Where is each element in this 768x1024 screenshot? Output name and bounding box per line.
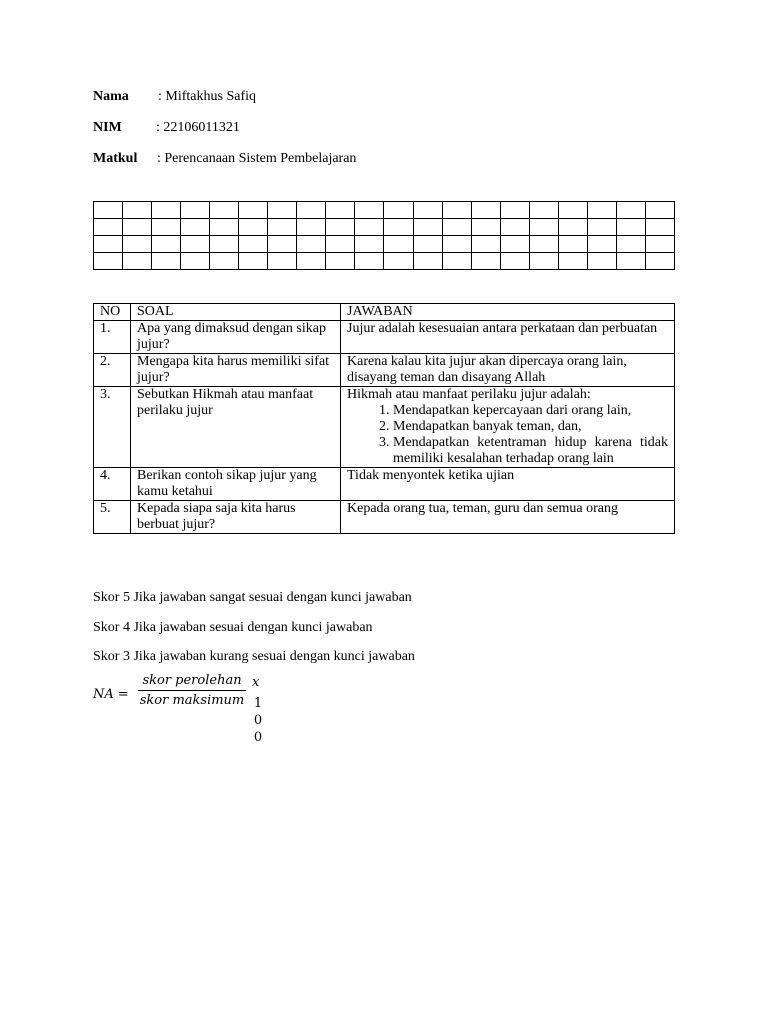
grid-cell xyxy=(413,219,442,236)
row-soal: Berikan contoh sikap jujur yang kamu ketahui xyxy=(131,468,341,501)
grid-cell xyxy=(123,236,152,253)
grid-cell xyxy=(384,253,413,270)
row-jawaban: Kepada orang tua, teman, guru dan semua orang xyxy=(341,501,675,534)
grid-row xyxy=(94,236,675,253)
grid-cell xyxy=(94,219,123,236)
grid-cell xyxy=(152,219,181,236)
grid-row xyxy=(94,219,675,236)
multiplier-digit: 0 xyxy=(253,730,263,745)
grid-cell xyxy=(587,236,616,253)
jawaban-intro: Hikmah atau manfaat perilaku jujur adalah: xyxy=(347,387,591,402)
grid-cell xyxy=(123,202,152,219)
grid-cell xyxy=(181,236,210,253)
grid-cell xyxy=(616,253,645,270)
qa-table xyxy=(93,303,675,534)
grid-cell xyxy=(471,236,500,253)
grid-cell xyxy=(471,219,500,236)
grid-cell xyxy=(471,253,500,270)
grid-cell xyxy=(181,219,210,236)
grid-cell xyxy=(210,202,239,219)
grid-cell xyxy=(500,202,529,219)
grid-cell xyxy=(529,236,558,253)
grid-cell xyxy=(152,253,181,270)
grid-cell xyxy=(210,253,239,270)
grid-cell xyxy=(384,219,413,236)
grid-cell xyxy=(442,236,471,253)
grid-cell xyxy=(529,202,558,219)
row-soal: Kepada siapa saja kita harus berbuat jujur? xyxy=(131,501,341,534)
grid-cell xyxy=(355,253,384,270)
grid-cell xyxy=(268,253,297,270)
row-no: 4. xyxy=(94,468,131,501)
matkul-value: : Perencanaan Sistem Pembelajaran xyxy=(157,151,357,166)
row-no: 2. xyxy=(94,354,131,387)
nim-value: : 22106011321 xyxy=(156,120,240,135)
row-soal: Apa yang dimaksud dengan sikap jujur? xyxy=(131,321,341,354)
row-no: 1. xyxy=(94,321,131,354)
grid-cell xyxy=(355,236,384,253)
list-item: 3. Mendapatkan ketentraman hidup karena tidak memiliki kesalahan terhadap orang lain xyxy=(393,435,668,467)
grid-cell xyxy=(152,236,181,253)
grid-cell xyxy=(587,202,616,219)
grid-cell xyxy=(413,253,442,270)
grid-cell xyxy=(123,219,152,236)
grid-cell xyxy=(645,219,674,236)
multiplier-digit: 0 xyxy=(253,713,263,728)
grid-cell xyxy=(94,253,123,270)
grid-cell xyxy=(442,202,471,219)
grid-cell xyxy=(326,253,355,270)
score-line-5: Skor 5 Jika jawaban sangat sesuai dengan kunci jawaban xyxy=(93,590,412,605)
grid-cell xyxy=(326,202,355,219)
grid-cell xyxy=(268,236,297,253)
grid-cell xyxy=(645,236,674,253)
grid-cell xyxy=(355,202,384,219)
grid-cell xyxy=(181,253,210,270)
grid-cell xyxy=(297,253,326,270)
score-line-3: Skor 3 Jika jawaban kurang sesuai dengan kunci jawaban xyxy=(93,649,415,664)
grid-cell xyxy=(413,236,442,253)
grid-cell xyxy=(355,219,384,236)
grid-cell xyxy=(326,219,355,236)
jawaban-list xyxy=(347,403,668,467)
grid-cell xyxy=(645,253,674,270)
formula-denominator: skor maksimum xyxy=(139,693,245,708)
row-jawaban: Jujur adalah kesesuaian antara perkataan dan perbuatan xyxy=(341,321,675,354)
grid-cell xyxy=(471,202,500,219)
header-soal: SOAL xyxy=(131,304,341,321)
grid-cell xyxy=(239,202,268,219)
row-no: 3. xyxy=(94,387,131,468)
grid-cell xyxy=(529,253,558,270)
grid-cell xyxy=(413,202,442,219)
grid-cell xyxy=(529,219,558,236)
row-jawaban: Karena kalau kita jujur akan dipercaya orang lain, disayang teman dan disayang Allah xyxy=(341,354,675,387)
score-line-4: Skor 4 Jika jawaban sesuai dengan kunci jawaban xyxy=(93,620,373,635)
qa-header-row xyxy=(94,304,675,321)
grid-cell xyxy=(616,219,645,236)
grid-cell xyxy=(152,202,181,219)
table-row xyxy=(94,321,675,354)
grid-cell xyxy=(616,202,645,219)
grid-cell xyxy=(326,236,355,253)
grid-cell xyxy=(645,202,674,219)
nim-row xyxy=(93,120,240,136)
row-jawaban xyxy=(341,387,675,468)
list-item: 1. Mendapatkan kepercayaan dari orang lain, xyxy=(393,403,668,419)
grid-cell xyxy=(268,219,297,236)
grid-row xyxy=(94,202,675,219)
header-jawaban: JAWABAN xyxy=(341,304,675,321)
formula-numerator: skor perolehan xyxy=(142,673,242,688)
grid-cell xyxy=(558,253,587,270)
nama-value: : Miftakhus Safiq xyxy=(158,89,256,104)
row-jawaban: Tidak menyontek ketika ujian xyxy=(341,468,675,501)
row-soal: Mengapa kita harus memiliki sifat jujur? xyxy=(131,354,341,387)
grid-cell xyxy=(500,219,529,236)
grid-row xyxy=(94,253,675,270)
table-row xyxy=(94,468,675,501)
grid-cell xyxy=(616,236,645,253)
grid-cell xyxy=(587,219,616,236)
grid-cell xyxy=(210,236,239,253)
table-row xyxy=(94,501,675,534)
grid-cell xyxy=(500,236,529,253)
nama-label: Nama xyxy=(93,89,129,104)
grid-cell xyxy=(384,202,413,219)
row-soal: Sebutkan Hikmah atau manfaat perilaku jujur xyxy=(131,387,341,468)
list-item: 2. Mendapatkan banyak teman, dan, xyxy=(393,419,668,435)
grid-cell xyxy=(239,219,268,236)
grid-cell xyxy=(500,253,529,270)
table-row xyxy=(94,387,675,468)
grid-cell xyxy=(558,236,587,253)
grid-cell xyxy=(384,236,413,253)
formula-times: x xyxy=(252,675,260,690)
matkul-row xyxy=(93,151,357,167)
empty-grid xyxy=(93,201,675,270)
table-row xyxy=(94,354,675,387)
header-no: NO xyxy=(94,304,131,321)
formula-multiplier xyxy=(253,695,263,746)
grid-cell xyxy=(181,202,210,219)
row-no: 5. xyxy=(94,501,131,534)
multiplier-digit: 1 xyxy=(253,696,263,711)
grid-cell xyxy=(442,219,471,236)
matkul-label: Matkul xyxy=(93,151,138,166)
grid-cell xyxy=(239,253,268,270)
grid-cell xyxy=(297,236,326,253)
nama-row xyxy=(93,89,256,105)
grid-cell xyxy=(558,219,587,236)
grid-cell xyxy=(297,219,326,236)
grid-cell xyxy=(239,236,268,253)
grid-cell xyxy=(268,202,297,219)
formula-fraction xyxy=(138,673,246,708)
grid-cell xyxy=(94,202,123,219)
grid-cell xyxy=(587,253,616,270)
grid-cell xyxy=(210,219,239,236)
grid-cell xyxy=(123,253,152,270)
grid-cell xyxy=(94,236,123,253)
grid-cell xyxy=(297,202,326,219)
grid-cell xyxy=(442,253,471,270)
nim-label: NIM xyxy=(93,120,122,135)
grid-cell xyxy=(558,202,587,219)
formula-lhs: NA = xyxy=(93,687,129,702)
